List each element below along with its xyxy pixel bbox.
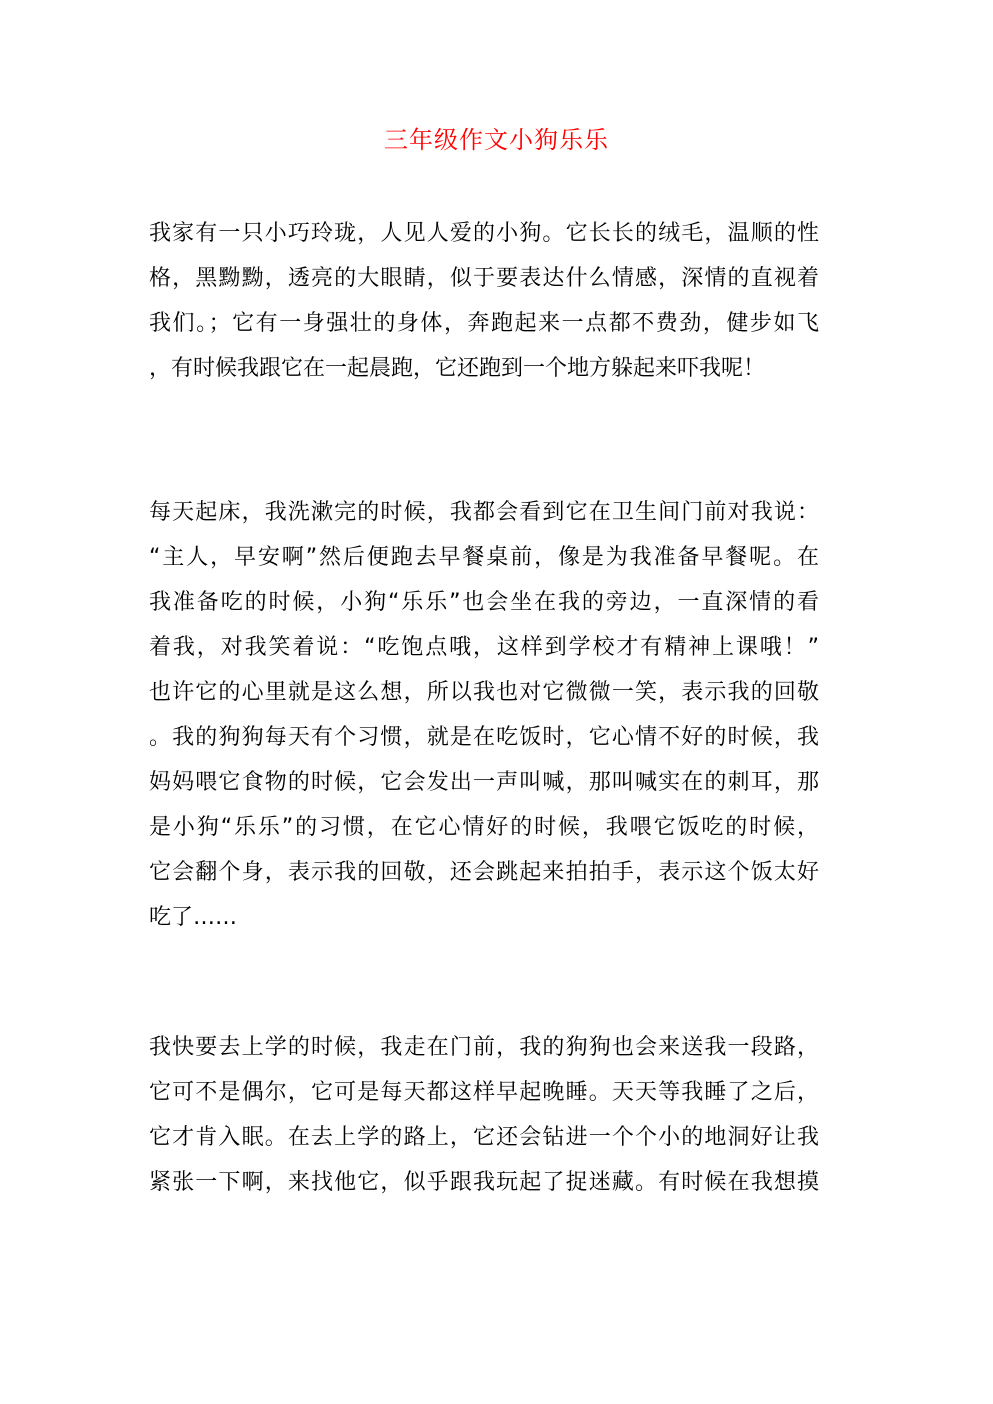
paragraph-line: 每天起床，我洗漱完的时候，我都会看到它在卫生间门前对我说： (149, 500, 819, 525)
paragraph-line: 也许它的心里就是这么想，所以我也对它微微一笑，表示我的回敬 (149, 680, 819, 705)
document-title: 三年级作文小狗乐乐 (384, 126, 609, 154)
paragraph-line: 它可不是偶尔，它可是每天都这样早起晚睡。天天等我睡了之后， (149, 1080, 819, 1105)
paragraph-line: 我快要去上学的时候，我走在门前，我的狗狗也会来送我一段路， (149, 1035, 819, 1060)
paragraph-3 (149, 1025, 819, 1205)
paragraph-line: 吃了…… (149, 905, 238, 930)
paragraph-line: 格，黑黝黝，透亮的大眼睛，似于要表达什么情感，深情的直视着 (149, 266, 819, 291)
paragraph-line: 着我，对我笑着说：“吃饱点哦，这样到学校才有精神上课哦！” (149, 635, 819, 660)
paragraph-line: 我家有一只小巧玲珑，人见人爱的小狗。它长长的绒毛，温顺的性 (149, 221, 819, 246)
paragraph-line: 它会翻个身，表示我的回敬，还会跳起来拍拍手，表示这个饭太好 (149, 860, 819, 885)
paragraph-line: 。我的狗狗每天有个习惯，就是在吃饭时，它心情不好的时候，我 (149, 725, 819, 750)
paragraph-line: 我们。；它有一身强壮的身体，奔跑起来一点都不费劲，健步如飞 (149, 311, 819, 336)
paragraph-2 (149, 490, 819, 940)
paragraph-line: 紧张一下啊，来找他它，似乎跟我玩起了捉迷藏。有时候在我想摸 (149, 1170, 819, 1195)
paragraph-line: 妈妈喂它食物的时候，它会发出一声叫喊，那叫喊实在的刺耳，那 (149, 770, 819, 795)
paragraph-line: “主人，早安啊”然后便跑去早餐桌前，像是为我准备早餐呢。在 (149, 545, 819, 570)
paragraph-line: 它才肯入眠。在去上学的路上，它还会钻进一个个小的地洞好让我 (149, 1125, 819, 1150)
paragraph-line: 我准备吃的时候，小狗“乐乐”也会坐在我的旁边，一直深情的看 (149, 590, 819, 615)
paragraph-line: ，有时候我跟它在一起晨跑，它还跑到一个地方躲起来吓我呢！ (149, 356, 766, 381)
paragraph-line: 是小狗“乐乐”的习惯，在它心情好的时候，我喂它饭吃的时候， (149, 815, 819, 840)
paragraph-1 (149, 211, 819, 391)
